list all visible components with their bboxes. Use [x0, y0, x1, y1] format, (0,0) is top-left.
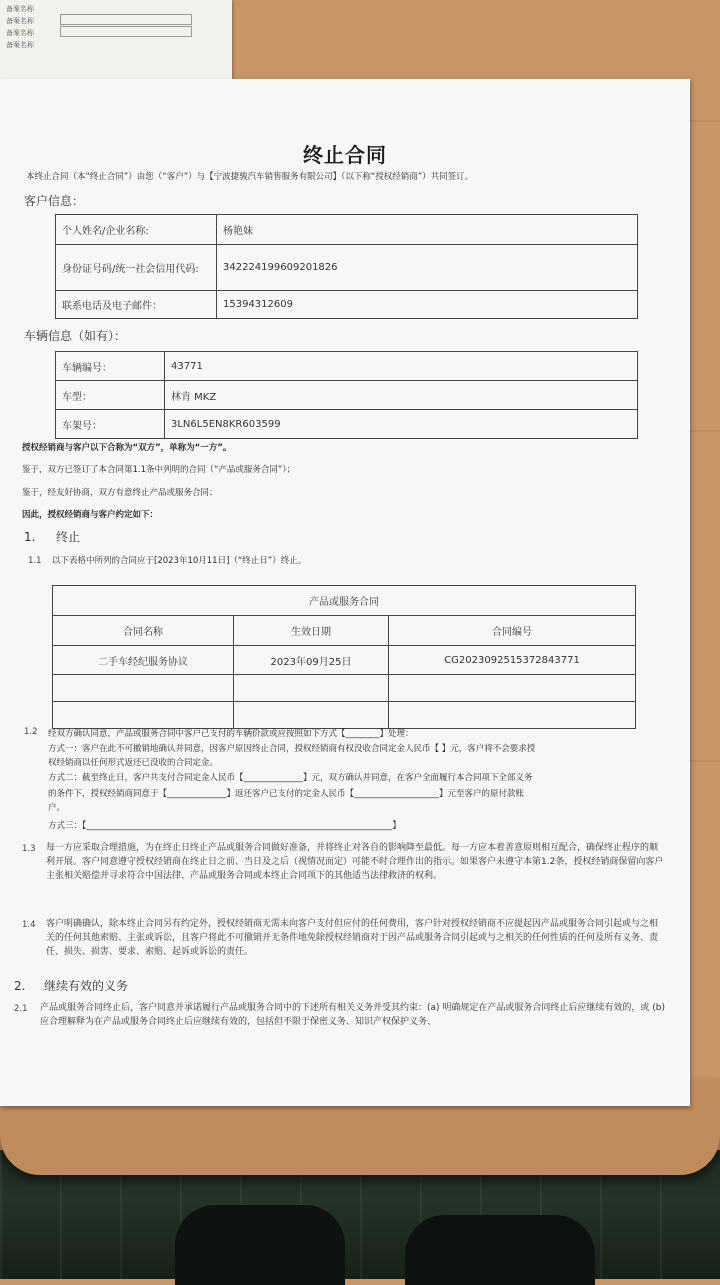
- empty-cell: [234, 675, 389, 702]
- clause-1-2-line: 户。: [48, 803, 66, 813]
- vehicle-label: 车辆编号：: [56, 352, 165, 381]
- intro-text: 本终止合同（本“终止合同”）由您（“客户”）与【宁波捷骏汽车销售服务有限公司】（以下称“授权经销商”）共同签订。: [26, 172, 474, 182]
- clause-1-2-line: 方式一：客户在此不可撤销地确认并同意，因客户原因终止合同，授权经销商有权没收合同定金人民币【 】元，客户将不会要求授: [48, 744, 536, 754]
- clause-1-3-number: 1.3: [22, 844, 36, 854]
- clause-1-2-line: 权经销商以任何形式返还已没收的合同定金。: [48, 758, 219, 768]
- page-title: 终止合同: [303, 143, 387, 167]
- clause-1-1-text: 以下表格中所列的合同应于[2023年10月11日]（“终止日”）终止。: [52, 556, 307, 566]
- recital: 鉴于，经友好协商，双方有意终止产品或服务合同；: [22, 488, 218, 498]
- clause-1-2-line: 方式三：【________________________________________________________________________】: [48, 821, 401, 831]
- vehicle-value: 3LN6L5EN8KR603599: [165, 410, 638, 439]
- vehicle-value: 林肯 MKZ: [165, 381, 638, 410]
- customer-info-table: [55, 214, 638, 319]
- back-line: 备案名称: [6, 29, 34, 37]
- contract-page: [0, 79, 690, 1106]
- customer-label: 联系电话及电子邮件：: [56, 291, 217, 319]
- back-field: [60, 26, 192, 37]
- contracts-table-title: 产品或服务合同: [53, 586, 636, 616]
- empty-cell: [53, 675, 234, 702]
- clause-1-2-line: 方式二：截至终止日，客户共支付合同定金人民币【______________】元，双方确认并同意，在客户全面履行本合同项下全部义务: [48, 773, 533, 783]
- section-1-title: 终止: [56, 530, 81, 544]
- contracts-table: [52, 585, 636, 729]
- section-2-title: 继续有效的义务: [44, 979, 129, 993]
- clause-1-2-line: 的条件下，授权经销商同意于【______________】返还客户已支付的定金人民币【____________________】元至客户的原付款账: [48, 789, 525, 799]
- empty-cell: [389, 702, 636, 729]
- recital: 因此，授权经销商与客户约定如下：: [22, 510, 159, 520]
- customer-label: 身份证号码/统一社会信用代码:: [56, 245, 217, 291]
- contract-number-cell: CG2023092515372843771: [389, 646, 636, 675]
- clause-2-1-text: 产品或服务合同终止后，客户同意并承诺履行产品或服务合同中的下述所有相关义务并受其约束：(a) 明确规定在产品或服务合同终止后应继续有效的，或 (b) 应合理解释为在产品或服务合同终止后应继续有效的，包括但不限于保密义务、知识产权保护义务、: [40, 1003, 665, 1027]
- vehicle-value: 43771: [165, 352, 638, 381]
- vehicle-label: 车型：: [56, 381, 165, 410]
- empty-cell: [53, 702, 234, 729]
- empty-cell: [389, 675, 636, 702]
- customer-value: 杨艳妹: [217, 215, 638, 245]
- background-paper: [0, 0, 232, 84]
- clause-1-4-text: 客户明确确认，除本终止合同另有约定外，授权经销商无需未向客户支付但应付的任何费用，客户针对授权经销商不应提起因产品或服务合同引起或与之相关的任何其他索赔、主张或诉讼，且客户将此不可撤销并无条件地免除授权经销商对于因产品或服务合同引起或与之相关的任何性质的任何及所有义务、责任、损失、损害、要求、索赔、起诉或诉讼的责任。: [46, 919, 659, 957]
- back-line: 备案名称: [6, 41, 34, 49]
- clause-1-2-line: 经双方确认同意，产品或服务合同中客户已支付的车辆价款或应按照如下方式【________】处理：: [48, 729, 414, 739]
- empty-cell: [234, 702, 389, 729]
- back-line: 备案名称: [6, 17, 34, 25]
- back-field: [60, 14, 192, 25]
- customer-label: 个人姓名/企业名称:: [56, 215, 217, 245]
- section-1-number: 1.: [24, 530, 36, 544]
- customer-section-header: 客户信息：: [24, 194, 85, 208]
- vehicle-info-table: [55, 351, 638, 439]
- customer-value: 15394312609: [217, 291, 638, 319]
- section-2-number: 2.: [14, 979, 26, 993]
- contracts-header: 生效日期: [234, 616, 389, 646]
- recital: 授权经销商与客户以下合称为“双方”，单称为“一方”。: [22, 443, 232, 453]
- clause-1-2-number: 1.2: [24, 727, 38, 737]
- contracts-header: 合同编号: [389, 616, 636, 646]
- clause-1-4-number: 1.4: [22, 920, 36, 930]
- vehicle-section-header: 车辆信息（如有）：: [24, 329, 127, 343]
- vehicle-label: 车架号：: [56, 410, 165, 439]
- back-line: 备案名称: [6, 5, 34, 13]
- customer-value: 342224199609201826: [217, 245, 638, 291]
- contract-date-cell: 2023年09月25日: [234, 646, 389, 675]
- contract-name-cell: 二手车经纪服务协议: [53, 646, 234, 675]
- contracts-header: 合同名称: [53, 616, 234, 646]
- shoe-left: [175, 1205, 345, 1285]
- clause-1-3-text: 每一方应采取合理措施，为在终止日终止产品或服务合同做好准备，并将终止对各自的影响降至最低。每一方应本着善意原则相互配合，确保终止程序的顺利开展。客户同意遵守授权经销商在终止日之前、当日及之后（视情况而定）可能不时合理作出的指示。如果客户未遵守本第1.2条，授权经销商保留向客户主张相关赔偿并寻求符合中国法律、产品或服务合同或本终止合同项下的其他适当法律救济的权利。: [46, 843, 664, 881]
- recital: 鉴于，双方已签订了本合同第1.1条中列明的合同（“产品或服务合同”）；: [22, 465, 296, 475]
- clause-2-1-number: 2.1: [14, 1004, 28, 1014]
- shoe-right: [405, 1215, 595, 1285]
- clause-1-1-number: 1.1: [28, 556, 42, 566]
